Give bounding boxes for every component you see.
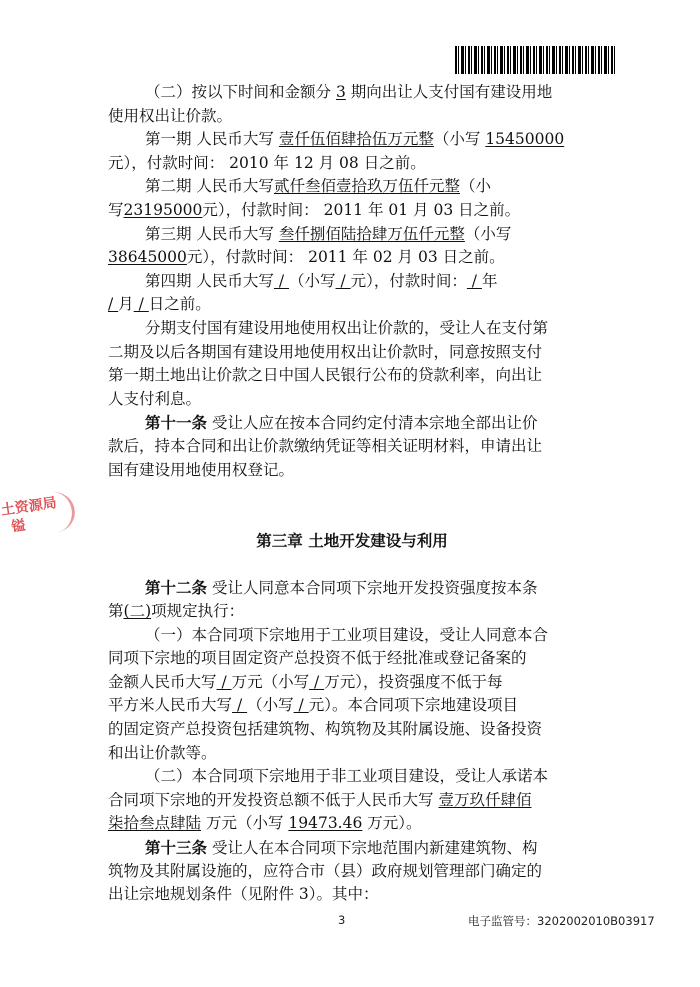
text-segment: （二）本合同项下宗地用于非工业项目建设，受让人承诺本 — [145, 767, 549, 786]
text-segment: 写 — [108, 200, 124, 219]
text-segment: 万元（小写 — [201, 814, 289, 833]
text-segment: 万元）。 — [362, 814, 422, 833]
text-line — [108, 270, 596, 294]
text-segment: 第一期 人民币大写 — [145, 130, 279, 149]
text-line — [108, 812, 596, 836]
filled-value: / — [293, 696, 309, 715]
filled-value: / — [216, 672, 232, 691]
text-segment: 期向出让人支付国有建设用地 — [345, 83, 553, 101]
text-segment: （小写 — [247, 696, 294, 715]
filled-value: 15450000 — [485, 130, 565, 149]
text-segment: 受让人同意本合同项下宗地开发投资强度按本条 — [207, 579, 538, 598]
text-segment: 第三期 人民币大写 — [145, 224, 279, 243]
text-segment: 筑物及其附属设施的，应符合市（县）政府规划管理部门确定的 — [108, 861, 543, 880]
filled-value: (二) — [123, 602, 152, 621]
text-line — [108, 576, 596, 600]
filled-value: 壹仟伍佰肆拾伍万元整 — [278, 130, 434, 149]
text-segment: 元），付款时间： — [350, 271, 467, 290]
text-line — [108, 364, 596, 388]
text-segment: 受让人应在按本合同约定付清本宗地全部出让价 — [207, 414, 538, 433]
text-segment: （小写 — [289, 271, 336, 290]
stamp-text-2: 镒 — [10, 517, 27, 536]
chapter-heading — [108, 529, 596, 553]
filled-value: / — [133, 295, 149, 314]
filled-value: 叁仟捌佰陆拾肆万伍仟元整 — [278, 224, 465, 243]
article-heading: 第十二条 — [145, 578, 208, 598]
page-number: 3 — [338, 913, 346, 927]
text-line — [108, 341, 596, 365]
text-segment: 国有建设用地使用权登记。 — [108, 460, 295, 479]
text-segment: （小写 — [464, 224, 512, 243]
stamp-text-1: 土资源局 — [0, 495, 58, 519]
text-segment: 受让人在本合同项下宗地范围内新建建筑物、构 — [207, 839, 538, 857]
text-segment: 合同项下宗地的开发投资总额不低于人民币大写 — [108, 790, 439, 809]
text-line — [108, 506, 596, 530]
filled-value: / — [309, 672, 325, 691]
text-line — [108, 860, 596, 884]
text-segment: 万元），投资强度不低于每 — [324, 672, 503, 691]
official-seal-stamp — [0, 490, 77, 541]
filled-value: / — [335, 271, 351, 290]
filled-value: / — [466, 271, 482, 290]
filled-value: 贰仟叁佰壹拾玖万伍仟元整 — [273, 177, 460, 196]
supervision-number — [468, 913, 655, 929]
filled-value: 38645000 — [108, 248, 187, 267]
text-segment: （一）本合同项下宗地用于工业项目建设，受让人同意本合 — [145, 625, 549, 644]
text-segment: 款后，持本合同和出让价款缴纳凭证等相关证明材料，申请出让 — [108, 436, 543, 455]
text-segment: 月 — [118, 295, 134, 314]
text-line — [108, 742, 596, 766]
text-line — [108, 671, 596, 695]
text-segment: 二期及以后各期国有建设用地使用权出让价款时，同意按照支付 — [108, 342, 543, 361]
text-segment: 万元（小写 — [231, 672, 310, 691]
text-segment: 人支付利息。 — [108, 389, 202, 408]
text-segment: 第一期土地出让价款之日中国人民银行公布的贷款利率，向出让 — [108, 366, 543, 385]
text-segment: 第四期 人民币大写 — [145, 271, 274, 290]
text-line — [108, 293, 596, 317]
text-line — [108, 647, 596, 671]
barcode — [455, 46, 617, 74]
text-line — [108, 600, 596, 624]
text-segment: 和出让价款等。 — [108, 743, 217, 762]
text-segment: 日之前。 — [148, 295, 211, 314]
text-line — [108, 388, 596, 412]
text-segment: 金额人民币大写 — [108, 672, 217, 691]
filled-value: 23195000 — [123, 200, 203, 219]
text-line — [108, 81, 596, 105]
text-segment: （小写 — [433, 130, 486, 149]
text-line — [108, 789, 596, 813]
text-line — [108, 223, 596, 247]
supervision-label: 电子监管号： — [468, 914, 537, 928]
text-line — [108, 128, 596, 152]
filled-value: 3 — [335, 83, 346, 101]
filled-value: 柒拾叁点肆陆 — [108, 814, 202, 833]
text-line — [108, 482, 596, 506]
text-line — [108, 553, 596, 577]
text-segment: 使用权出让价款。 — [108, 106, 233, 125]
text-line — [108, 694, 596, 718]
text-segment: 元）。本合同项下宗地建设项目 — [308, 696, 518, 715]
text-segment: 元），付款时间： 2011 年 01 月 03 日之前。 — [202, 200, 521, 219]
filled-value: / — [108, 295, 119, 314]
supervision-code: 3202002010B03917 — [537, 914, 655, 928]
text-line — [108, 836, 596, 860]
article-heading: 第十三条 — [145, 838, 208, 857]
contract-body — [108, 81, 596, 907]
filled-value: 壹万玖仟肆佰 — [438, 790, 532, 809]
text-segment: 元），付款时间： 2011 年 02 月 03 日之前。 — [186, 248, 505, 267]
text-line — [108, 765, 596, 789]
text-line — [108, 152, 596, 176]
text-line — [108, 105, 596, 129]
text-line — [108, 199, 596, 223]
text-line — [108, 411, 596, 435]
text-line — [108, 175, 596, 199]
text-segment: （小 — [459, 177, 491, 196]
text-segment: （二）按以下时间和金额分 — [145, 83, 336, 101]
filled-value: / — [232, 696, 248, 715]
text-segment: 年 — [481, 271, 498, 290]
filled-value: / — [273, 271, 290, 290]
text-segment: 的固定资产总投资包括建筑物、构筑物及其附属设施、设备投资 — [108, 720, 543, 739]
text-segment: 同项下宗地的项目固定资产总投资不低于经批准或登记备案的 — [108, 649, 527, 668]
text-segment: 项规定执行： — [151, 602, 245, 621]
text-segment: 元），付款时间： 2010 年 12 月 08 日之前。 — [108, 153, 426, 172]
text-segment: 平方米人民币大写 — [108, 696, 233, 715]
text-line — [108, 883, 596, 907]
text-segment: 出让宗地规划条件（见附件 3）。其中： — [108, 885, 379, 904]
text-line — [108, 435, 596, 459]
text-line — [108, 459, 596, 483]
text-segment: 分期支付国有建设用地使用权出让价款的，受让人在支付第 — [145, 318, 549, 337]
text-line — [108, 624, 596, 648]
text-line — [108, 718, 596, 742]
filled-value: 19473.46 — [288, 814, 363, 833]
article-heading: 第十一条 — [145, 413, 208, 433]
text-segment: 第 — [108, 602, 124, 621]
text-line — [108, 246, 596, 270]
text-line — [108, 317, 596, 341]
text-segment: 第二期 人民币大写 — [145, 177, 274, 196]
article-heading: 第三章 土地开发建设与利用 — [256, 531, 448, 551]
